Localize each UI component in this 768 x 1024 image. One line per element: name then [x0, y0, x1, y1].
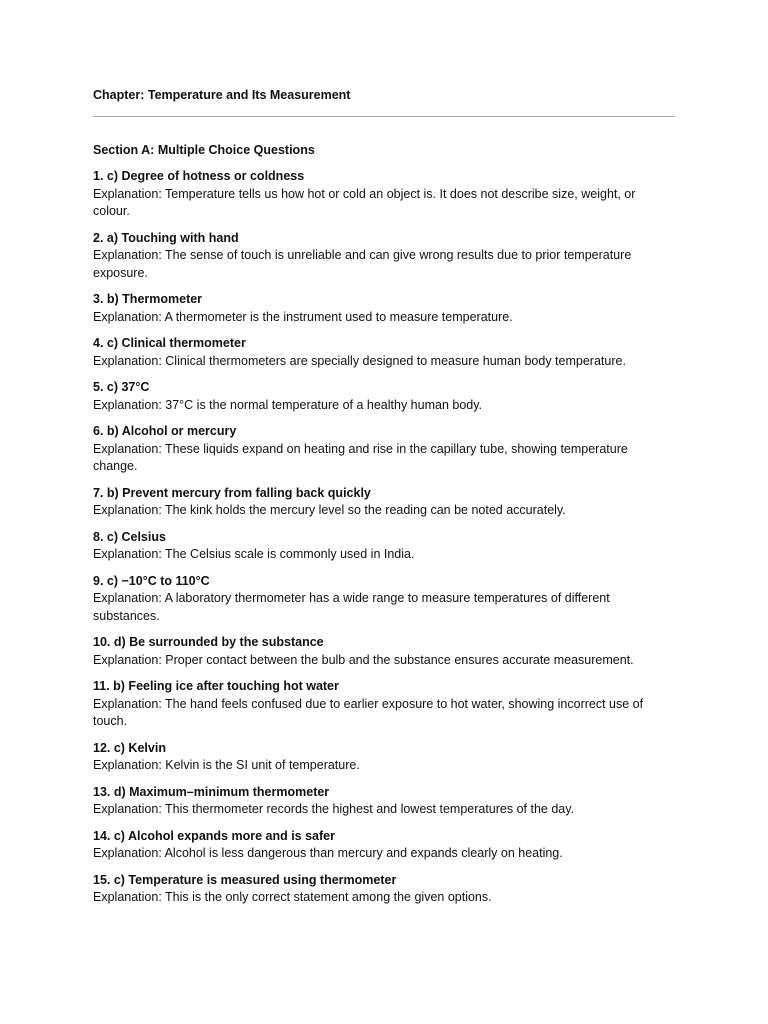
explanation-text: Explanation: The sense of touch is unreliable and can give wrong results due to prior temperature exposure. — [93, 248, 632, 280]
answer-text: 5. c) 37°C — [93, 380, 150, 394]
answer-item-14 — [93, 828, 675, 863]
explanation-text: Explanation: The kink holds the mercury level so the reading can be noted accurately. — [93, 503, 566, 517]
answer-text: 11. b) Feeling ice after touching hot water — [93, 679, 339, 693]
explanation-text: Explanation: These liquids expand on heating and rise in the capillary tube, showing temperature change. — [93, 441, 628, 473]
answer-text: 8. c) Celsius — [93, 529, 166, 544]
answer-item-12 — [93, 740, 675, 775]
section-title: Section A: Multiple Choice Questions — [93, 143, 315, 157]
answer-item-3 — [93, 291, 675, 326]
answer-item-11 — [93, 678, 675, 731]
explanation-text: Explanation: A laboratory thermometer has a wide range to measure temperatures of different substances. — [93, 591, 610, 623]
explanation-text: Explanation: Clinical thermometers are specially designed to measure human body temperature. — [93, 353, 626, 368]
answer-item-7 — [93, 485, 675, 520]
answer-item-10 — [93, 634, 675, 669]
answer-item-2 — [93, 230, 675, 283]
answer-text: 9. c) −10°C to 110°C — [93, 573, 210, 588]
explanation-text: Explanation: Alcohol is less dangerous than mercury and expands clearly on heating. — [93, 846, 563, 860]
answer-text: 13. d) Maximum–minimum thermometer — [93, 784, 330, 799]
answer-text: 4. c) Clinical thermometer — [93, 336, 246, 350]
explanation-text: Explanation: The Celsius scale is commonly used in India. — [93, 547, 415, 561]
answer-text: 7. b) Prevent mercury from falling back quickly — [93, 485, 371, 500]
answer-text: 1. c) Degree of hotness or coldness — [93, 169, 305, 183]
answer-item-13 — [93, 784, 675, 819]
answer-item-4 — [93, 335, 675, 370]
explanation-text: Explanation: A thermometer is the instrument used to measure temperature. — [93, 309, 513, 324]
explanation-text: Explanation: Temperature tells us how hot or cold an object is. It does not describe size, weight, or colour. — [93, 186, 636, 218]
answer-text: 6. b) Alcohol or mercury — [93, 424, 237, 438]
answer-text: 12. c) Kelvin — [93, 740, 166, 755]
answer-item-9 — [93, 573, 675, 626]
answer-item-8 — [93, 529, 675, 564]
answer-item-5 — [93, 379, 675, 414]
horizontal-divider — [93, 116, 675, 117]
explanation-text: Explanation: The hand feels confused due to earlier exposure to hot water, showing incorrect use of touch. — [93, 696, 644, 728]
chapter-title: Chapter: Temperature and Its Measurement — [93, 88, 351, 102]
answer-text: 14. c) Alcohol expands more and is safer — [93, 828, 335, 843]
explanation-text: Explanation: Kelvin is the SI unit of temperature. — [93, 758, 360, 772]
answer-item-15 — [93, 872, 675, 907]
answer-item-6 — [93, 423, 675, 476]
explanation-text: Explanation: Proper contact between the bulb and the substance ensures accurate measurement. — [93, 652, 634, 667]
answer-text: 2. a) Touching with hand — [93, 230, 239, 245]
document-page — [93, 87, 675, 916]
answer-text: 15. c) Temperature is measured using thermometer — [93, 872, 397, 887]
answer-text: 10. d) Be surrounded by the substance — [93, 635, 324, 649]
answer-text: 3. b) Thermometer — [93, 292, 203, 306]
explanation-text: Explanation: This thermometer records the highest and lowest temperatures of the day. — [93, 802, 575, 816]
explanation-text: Explanation: This is the only correct statement among the given options. — [93, 890, 492, 904]
answer-item-1 — [93, 168, 675, 221]
explanation-text: Explanation: 37°C is the normal temperature of a healthy human body. — [93, 397, 483, 412]
